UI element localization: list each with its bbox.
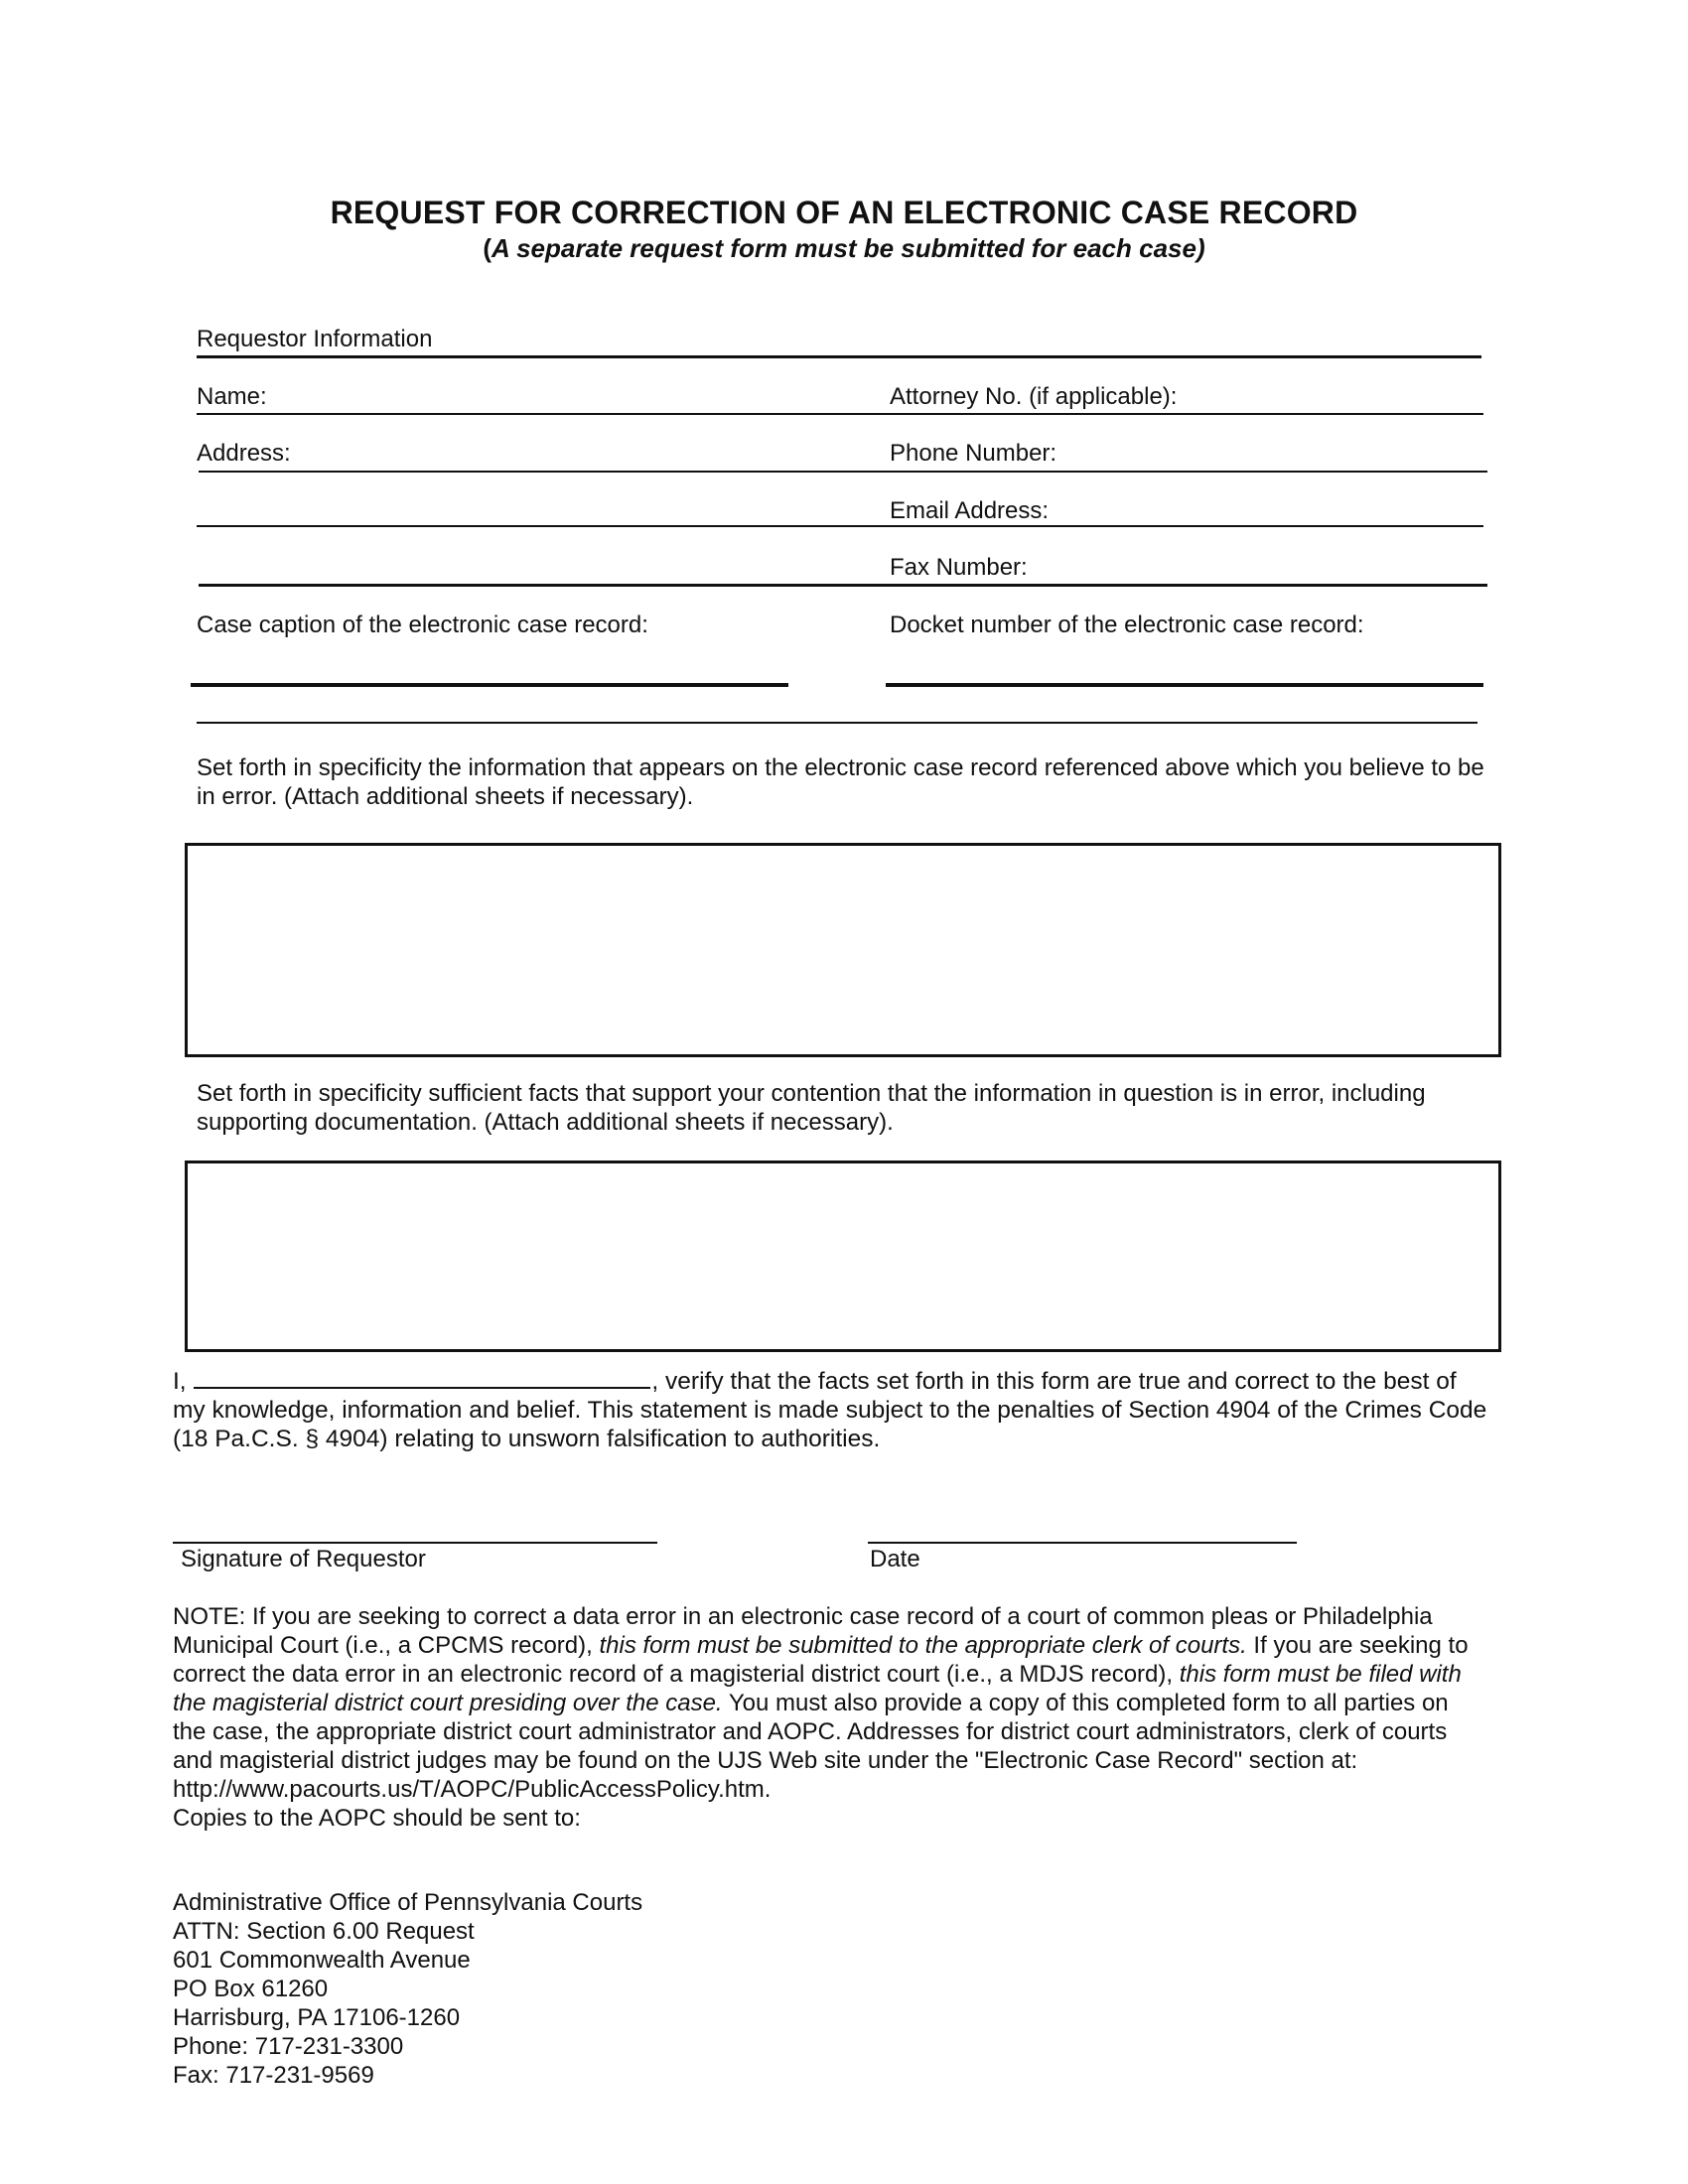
aopc-address-block [173, 1888, 642, 2090]
docket-number-field[interactable] [886, 683, 1483, 687]
section-divider [197, 355, 1481, 358]
note-part-4: this form must be filed with the magisterial district court presiding over the case. [173, 1661, 1462, 1716]
signature-label: Signature of Requestor [181, 1546, 426, 1572]
supporting-facts-textarea[interactable] [185, 1160, 1501, 1352]
subtitle-text: A separate request form must be submitted for each case) [492, 233, 1205, 263]
address-phone: Phone: 717-231-3300 [173, 2033, 404, 2060]
name-field[interactable] [197, 413, 1483, 415]
case-caption-field[interactable] [191, 683, 788, 687]
fax-number-label: Fax Number: [890, 554, 1028, 581]
facts-instructions: Set forth in specificity sufficient facts that support your contention that the information in question is in error, including supporting documentation. (Attach additional sheets if necessary). [197, 1080, 1426, 1136]
address-line: Administrative Office of Pennsylvania Courts [173, 1889, 643, 1916]
verification-statement [173, 1367, 1493, 1453]
section-divider-2 [197, 722, 1477, 724]
subtitle-paren: ( [483, 233, 492, 263]
name-label: Name: [197, 383, 267, 410]
error-information-textarea[interactable] [185, 843, 1501, 1057]
address-line: Harrisburg, PA 17106-1260 [173, 2004, 461, 2031]
address-field-line-1[interactable] [199, 471, 1487, 473]
address-field-line-3[interactable] [199, 584, 1487, 587]
verification-text: , verify that the facts set forth in this form are true and correct to the best of my knowledge, information and belief. This statement is made subject to the penalties of Section 4904 of the Crimes Code (18 Pa.C.S. § 4904) relating to unsworn falsification to authorities. [173, 1368, 1487, 1452]
phone-number-label: Phone Number: [890, 440, 1057, 467]
note-part-1: NOTE: If you are seeking to correct a data error in an electronic case record of a court of common pleas or Philadelphia Municipal Court (i.e., a CPCMS record), [173, 1603, 1433, 1659]
address-line: 601 Commonwealth Avenue [173, 1947, 471, 1974]
email-address-label: Email Address: [890, 497, 1050, 524]
attorney-number-label: Attorney No. (if applicable): [890, 383, 1178, 410]
address-fax: Fax: 717-231-9569 [173, 2062, 374, 2089]
address-field-line-2[interactable] [197, 525, 1483, 527]
address-line: ATTN: Section 6.00 Request [173, 1918, 475, 1945]
address-line: PO Box 61260 [173, 1976, 329, 2002]
error-instructions: Set forth in specificity the information that appears on the electronic case record referenced above which you believe to be in error. (Attach additional sheets if necessary). [197, 754, 1484, 810]
requestor-name-blank[interactable] [194, 1367, 650, 1389]
signature-line[interactable] [173, 1542, 657, 1544]
date-line[interactable] [868, 1542, 1297, 1544]
note-part-5: You must also provide a copy of this completed form to all parties on the case, the appropriate district court administrator and AOPC. Addresses for district court administrators, clerk of courts and magisterial district judges may be found on the UJS Web site under the "Electronic Case Record" section at: http://www.pacourts.us/T/AOPC/PublicAccessPolicy.htm. [173, 1690, 1449, 1803]
docket-number-label: Docket number of the electronic case record: [890, 612, 1364, 638]
date-label: Date [870, 1546, 920, 1572]
note-paragraph [173, 1602, 1474, 1833]
form-subtitle [0, 233, 1688, 264]
requestor-section-label: Requestor Information [197, 326, 433, 352]
note-part-3: If you are seeking to correct the data error in an electronic record of a magisterial district court (i.e., a MDJS record), [173, 1632, 1469, 1688]
note-part-2: this form must be submitted to the appropriate clerk of courts. [599, 1632, 1247, 1659]
address-label: Address: [197, 440, 291, 467]
verification-prefix: I, [173, 1368, 194, 1395]
form-title: REQUEST FOR CORRECTION OF AN ELECTRONIC CASE RECORD [330, 195, 1358, 230]
note-copies: Copies to the AOPC should be sent to: [173, 1805, 581, 1832]
case-caption-label: Case caption of the electronic case record: [197, 612, 648, 638]
